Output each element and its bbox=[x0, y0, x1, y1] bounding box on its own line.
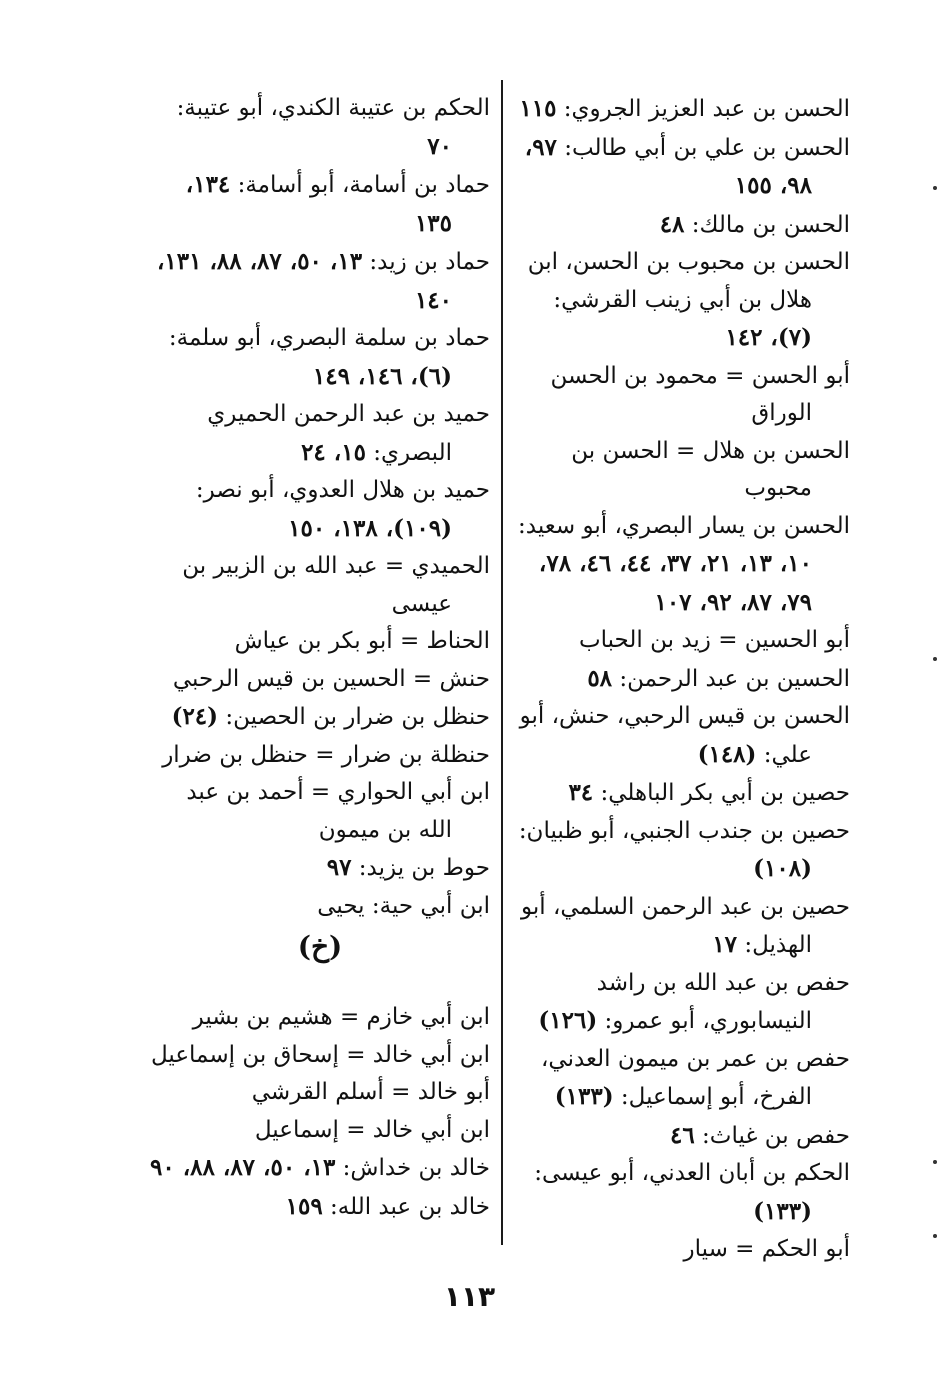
index-entry bbox=[510, 129, 850, 206]
index-entry bbox=[150, 90, 490, 166]
index-entry bbox=[150, 1112, 490, 1150]
index-entry bbox=[510, 774, 850, 813]
entry-name: حماد بن أسامة، أبو أسامة: bbox=[230, 172, 490, 198]
entry-name: حفص بن غياث: bbox=[694, 1122, 850, 1149]
index-entry bbox=[510, 1231, 850, 1269]
entry-page-refs: ٩٧، ٩٨، ١٥٥ bbox=[524, 133, 812, 199]
entry-name: حنش = الحسين بن قيس الرحبي bbox=[172, 665, 490, 692]
entry-page-refs: ١٥٩ bbox=[285, 1192, 323, 1220]
entry-name: الحسن بن عبد العزيز الجروي: bbox=[556, 96, 850, 122]
index-entry bbox=[510, 889, 850, 965]
index-entry bbox=[510, 244, 850, 358]
section-heading-khaa: (خ) bbox=[297, 930, 343, 963]
entry-name: أبو خالد = أسلم القرشي bbox=[251, 1079, 490, 1105]
left-column-bottom-entries bbox=[150, 999, 490, 1226]
entry-name: الحسن بن مالك: bbox=[684, 211, 850, 238]
entry-name: الحسن بن قيس الرحبي، حنش، أبو علي: bbox=[519, 703, 850, 768]
entry-page-refs: ٧٠ bbox=[427, 132, 452, 160]
entry-name: أبو الحسن = محمود بن الحسن الوراق bbox=[550, 362, 850, 426]
index-entry bbox=[510, 698, 850, 774]
entry-name: ابن أبي الحواري = أحمد بن عبد الله بن ميمون bbox=[186, 779, 490, 843]
index-entry bbox=[510, 90, 850, 129]
entry-name: حصين بن عبد الرحمن السلمي، أبو الهذيل: bbox=[520, 893, 850, 958]
margin-mark bbox=[933, 186, 937, 190]
index-entry bbox=[510, 622, 850, 660]
entry-name: أبو الحسين = زيد بن الحباب bbox=[578, 627, 850, 653]
entry-page-refs: (١٣٣) bbox=[753, 1197, 812, 1225]
entry-name: حماد بن زيد: bbox=[362, 249, 490, 275]
entry-name: حميد بن هلال العدوي، أبو نصر: bbox=[195, 477, 490, 503]
index-entry bbox=[150, 999, 490, 1037]
entry-name: الحسن بن محبوب بن الحسن، ابن هلال بن أبي زينب القرشي: bbox=[527, 249, 850, 313]
index-entry bbox=[150, 166, 490, 243]
entry-name: حفص بن عمر بن ميمون العدني، الفرخ، أبو إسماعيل: bbox=[540, 1045, 850, 1110]
entry-name: الحكم بن أبان العدني، أبو عيسى: bbox=[534, 1160, 850, 1186]
index-entry bbox=[150, 888, 490, 926]
index-entry bbox=[150, 396, 490, 472]
entry-page-refs: ٤٨ bbox=[659, 210, 685, 238]
entry-name: خالد بن خداش: bbox=[335, 1155, 490, 1181]
entry-page-refs: (١٠٩)، ١٣٨، ١٥٠ bbox=[288, 514, 452, 542]
entry-page-refs: ١٧ bbox=[712, 931, 738, 958]
entry-page-refs: (٧)، ١٤٢ bbox=[725, 324, 812, 351]
index-entry bbox=[150, 243, 490, 320]
index-entry bbox=[150, 1074, 490, 1112]
entry-name: الحسين بن عبد الرحمن: bbox=[612, 665, 850, 692]
index-entry bbox=[150, 849, 490, 888]
entry-page-refs: ٥٨ bbox=[587, 664, 613, 692]
index-entry bbox=[510, 660, 850, 699]
entry-name: الحميدي = عبد الله بن الزبير بن عيسى bbox=[182, 553, 490, 617]
left-column-top-entries bbox=[150, 90, 490, 925]
entry-name: الحسن بن هلال = الحسن بن محبوب bbox=[571, 437, 850, 501]
index-entry bbox=[150, 737, 490, 775]
margin-mark bbox=[933, 1160, 937, 1164]
entry-name: حنظل بن ضرار بن الحصين: bbox=[218, 704, 490, 730]
entry-name: خالد بن عبد الله: bbox=[322, 1193, 490, 1220]
entry-page-refs: ١٣٤، ١٣٥ bbox=[185, 171, 452, 237]
index-entry bbox=[510, 358, 850, 433]
entry-page-refs: (١٠٨) bbox=[753, 855, 812, 882]
margin-mark bbox=[933, 1234, 937, 1238]
index-entry bbox=[510, 1041, 850, 1117]
entry-page-refs: ١٠، ١٣، ٢١، ٣٧، ٤٤، ٤٦، ٧٨، ٧٩، ٨٧، ٩٢، ١٠٧ bbox=[538, 550, 812, 616]
entry-name: ابن أبي حية: يحيى bbox=[317, 892, 490, 919]
index-entry bbox=[150, 1037, 490, 1075]
index-entry bbox=[510, 508, 850, 623]
index-entry bbox=[150, 320, 490, 396]
entry-name: أبو الحكم = سيار bbox=[683, 1236, 850, 1262]
index-entry bbox=[150, 623, 490, 661]
entry-name: ابن أبي خالد = إسماعيل bbox=[254, 1116, 490, 1143]
index-entry bbox=[150, 774, 490, 849]
entry-page-refs: ٤٦ bbox=[670, 1121, 695, 1149]
right-column bbox=[510, 90, 850, 1269]
index-entry bbox=[510, 1155, 850, 1231]
index-entry bbox=[510, 206, 850, 245]
entry-page-refs: ٣٤ bbox=[568, 779, 594, 806]
entry-page-refs: ١١٥ bbox=[519, 95, 557, 122]
entry-name: الحناط = أبو بكر بن عياش bbox=[234, 628, 490, 654]
entry-name: الحسن بن يسار البصري، أبو سعيد: bbox=[518, 512, 850, 539]
index-entry bbox=[150, 1188, 490, 1227]
entry-page-refs: (٦)، ١٤٦، ١٤٩ bbox=[312, 362, 452, 390]
entry-name: ابن أبي خالد = إسحاق بن إسماعيل bbox=[150, 1041, 490, 1068]
entry-page-refs: ١٣، ٥٠، ٨٧، ٨٨، ٩٠ bbox=[150, 1154, 336, 1181]
entry-name: حماد بن سلمة البصري، أبو سلمة: bbox=[168, 325, 490, 351]
index-entry bbox=[150, 661, 490, 699]
margin-mark bbox=[933, 657, 937, 661]
entry-name: حصين بن أبي بكر الباهلي: bbox=[593, 780, 850, 806]
entry-page-refs: (١٣٣) bbox=[554, 1083, 614, 1110]
entry-name: حميد بن عبد الرحمن الحميري البصري: bbox=[207, 401, 490, 466]
index-entry bbox=[510, 1117, 850, 1156]
entry-name: حوط بن يزيد: bbox=[351, 855, 490, 881]
entry-page-refs: ١٣، ٥٠، ٨٧، ٨٨، ١٣١، ١٤٠ bbox=[156, 248, 452, 314]
entry-name: حنظلة بن ضرار = حنظل بن ضرار bbox=[162, 741, 490, 768]
page-number: ١١٣ bbox=[443, 1280, 496, 1313]
entry-page-refs: ٩٧ bbox=[326, 854, 352, 881]
entry-page-refs: (٢٤) bbox=[171, 703, 219, 730]
entry-name: حفص بن عبد الله بن راشد النيسابوري، أبو عمرو: bbox=[596, 969, 850, 1034]
index-entry bbox=[150, 472, 490, 548]
index-entry bbox=[510, 813, 850, 889]
left-column bbox=[150, 90, 490, 1226]
entry-name: الحسن بن علي بن أبي طالب: bbox=[556, 134, 850, 161]
index-entry bbox=[510, 433, 850, 508]
entry-name: الحكم بن عتيبة الكندي، أبو عتيبة: bbox=[176, 95, 490, 121]
index-entry bbox=[150, 1149, 490, 1188]
entry-page-refs: ١٥، ٢٤ bbox=[301, 438, 366, 466]
index-entry bbox=[150, 548, 490, 623]
index-entry bbox=[150, 698, 490, 737]
column-divider bbox=[501, 80, 503, 1245]
entry-name: ابن أبي خازم = هشيم بن بشير bbox=[192, 1004, 490, 1030]
index-entry bbox=[510, 965, 850, 1041]
entry-page-refs: (١٢٦) bbox=[538, 1007, 598, 1034]
entry-name: حصين بن جندب الجنبي، أبو ظبيان: bbox=[518, 817, 850, 844]
entry-page-refs: (١٤٨) bbox=[697, 740, 757, 768]
